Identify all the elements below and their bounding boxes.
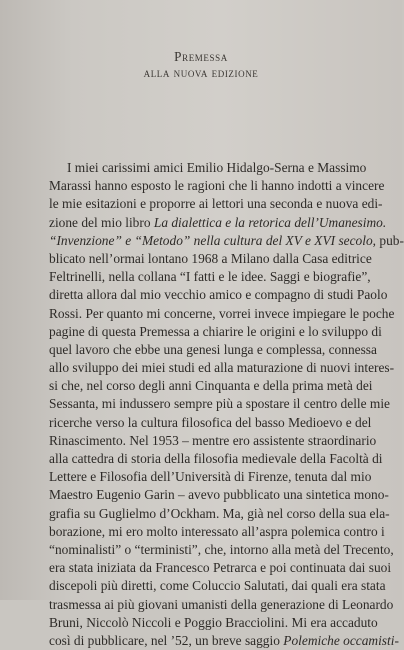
text-line: pagine di questa Premessa a chiarire le origini e lo sviluppo di (49, 323, 382, 339)
text-line: Maestro Eugenio Garin – avevo pubblicato una sintetica mono- (49, 487, 389, 503)
page-title: Premessa (174, 49, 228, 64)
page-subtitle: alla nuova edizione (143, 66, 259, 80)
text-line: Feltrinelli, nella collana “I fatti e le idee. Saggi e biografie”, (49, 269, 371, 285)
text-line: ricerche verso la cultura filosofica del basso Medioevo e del (49, 414, 372, 430)
text-line: blicato nell’ormai lontano 1968 a Milano dalla Casa editrice (49, 250, 372, 266)
text-line: alla cattedra di storia della filosofia medievale della Facoltà di (49, 451, 383, 466)
text-line: zione del mio libro La dialettica e la retorica dell’Umanesimo. (49, 214, 387, 230)
text-line: trasmessa ai più giovani umanisti della generazione di Leonardo (49, 596, 394, 612)
text-line: grafia su Guglielmo d’Ockham. Ma, già nel corso della sua ela- (49, 505, 390, 521)
text-line: Marassi hanno esposto le ragioni che li hanno indotti a vincere (49, 178, 385, 194)
text-line: “Invenzione” e “Metodo” nella cultura del XV e XVI secolo, pub- (49, 232, 404, 248)
text-line: borazione, mi ero molto interessato all’aspra polemica contro i (49, 523, 385, 539)
text-line: “nominalisti” o “terministi”, che, intorno alla metà del Trecento, (49, 541, 394, 557)
text-line: Rossi. Per quanto mi concerne, vorrei invece impiegare le poche (49, 305, 395, 321)
text-line: Rinascimento. Nel 1953 – mentre ero assistente straordinario (49, 432, 377, 448)
text-line: Bruni, Niccolò Niccoli e Poggio Bracciolini. Mi era accaduto (49, 614, 378, 630)
text-line: allo sviluppo dei miei studi ed alla maturazione di nuovi interes- (49, 360, 395, 376)
text-line: si che, nel corso degli anni Cinquanta e della prima metà dei (49, 378, 373, 394)
book-title-italic: La dialettica e la retorica dell’Umanesimo. (153, 214, 387, 230)
text-line: quel lavoro che ebbe una genesi lunga e complessa, connessa (49, 341, 377, 357)
book-subtitle-italic: “Invenzione” e “Metodo” nella cultura del XV e XVI secolo (49, 232, 373, 248)
text-line: discepoli più diretti, come Coluccio Salutati, dai quali era stata (49, 578, 386, 594)
text-line: diretta allora dal mio vecchio amico e compagno di studi Paolo (49, 287, 388, 303)
body-text (49, 159, 404, 650)
text-line: le mie esitazioni e proporre ai lettori una seconda e nuova edi- (49, 196, 383, 212)
text-line: Sessanta, mi indussero sempre più a spostare il centro delle mie (49, 396, 391, 412)
text-line: I miei carissimi amici Emilio Hidalgo-Serna e Massimo (67, 160, 367, 175)
text-line: Lettere e Filosofia dell’Università di Firenze, tenuta dal mio (49, 469, 372, 485)
text-line: così di pubblicare, nel ’52, un breve saggio Polemiche occamisti- (49, 632, 399, 648)
text-line: era stata iniziata da Francesco Petrarca e poi continuata dai suoi (49, 560, 392, 576)
essay-title-italic: Polemiche occamisti- (283, 632, 399, 648)
